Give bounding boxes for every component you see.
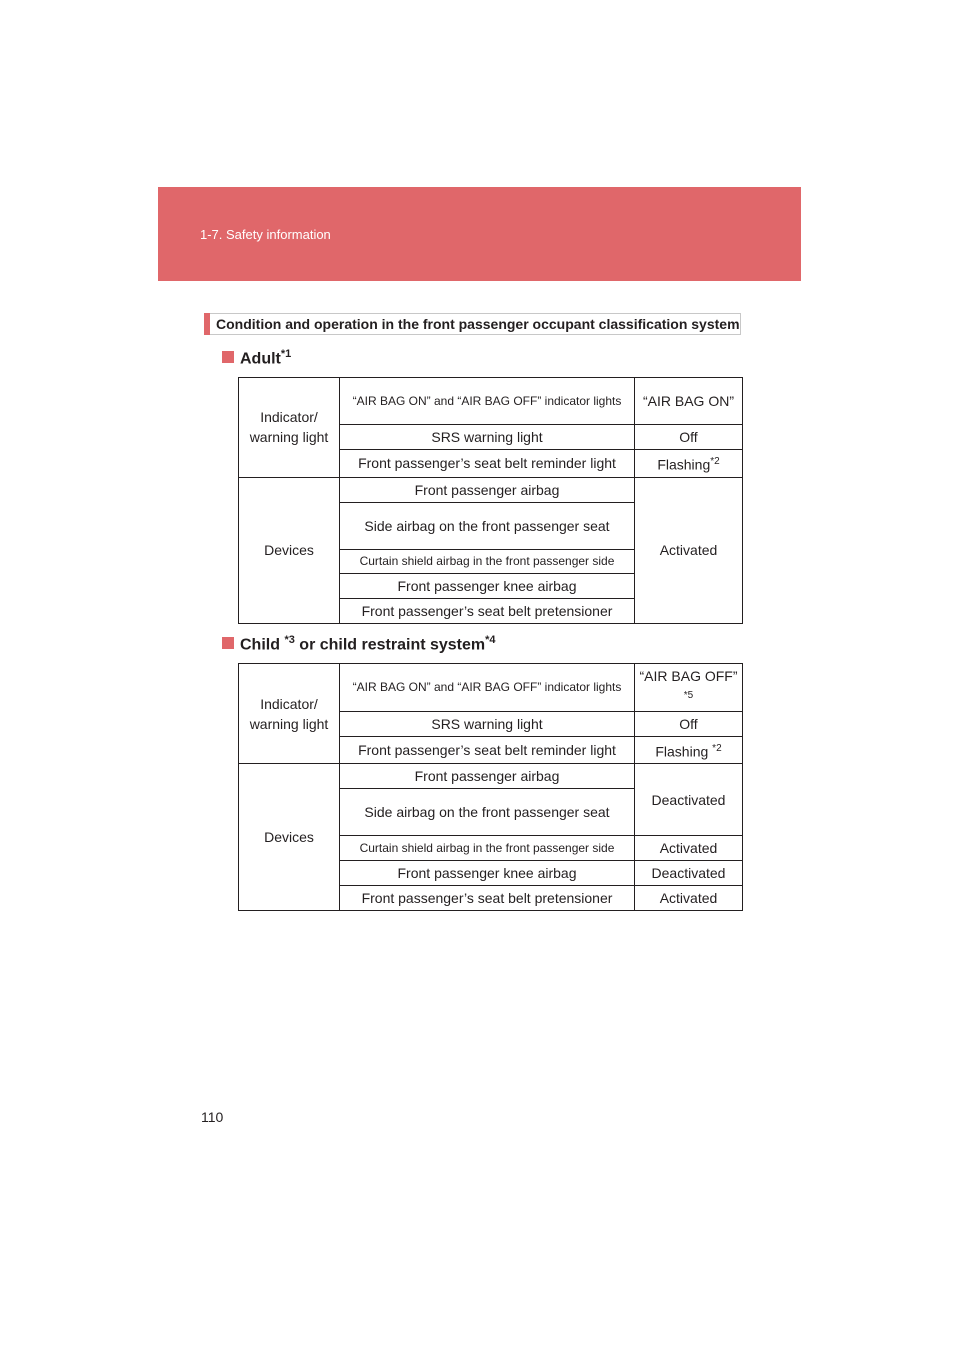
device-value: Activated [635,836,743,861]
device-label: Front passenger knee airbag [340,573,635,598]
footnote-ref: *4 [485,634,496,646]
section-header-band [158,187,801,281]
device-label: Front passenger knee airbag [340,861,635,886]
table-row [239,477,743,502]
table-row [239,378,743,425]
indicator-label: “AIR BAG ON” and “AIR BAG OFF” indicator lights [340,664,635,712]
indicator-value-text: “AIR BAG OFF” [639,668,738,684]
device-label: Side airbag on the front passenger seat [340,789,635,836]
indicator-label: Front passenger’s seat belt reminder light [340,736,635,764]
footnote-ref: *1 [280,348,292,360]
indicator-label: SRS warning light [340,711,635,736]
indicator-value [635,378,743,425]
subheading-accent-bar [204,313,210,335]
case-title-continued: or child restraint system [294,636,486,654]
indicator-value [635,664,743,712]
section-title: 1-7. Safety information [200,227,331,242]
footnote-ref: *3 [284,634,295,646]
adult-table [238,377,743,624]
indicator-value-text: Flashing [655,743,709,760]
device-label: Front passenger’s seat belt pretensioner [340,886,635,911]
device-label: Front passenger airbag [340,477,635,502]
indicator-value: Off [635,425,743,450]
device-label: Front passenger’s seat belt pretensioner [340,598,635,623]
device-value: Activated [635,886,743,911]
table-row [239,664,743,712]
bullet-square-icon [222,637,234,649]
footnote-ref: *2 [712,742,722,754]
case-title: Child [240,636,285,654]
subheading-box [204,313,741,335]
indicator-value [635,736,743,764]
footnote-ref: *2 [710,456,720,467]
case-heading-child [222,634,496,654]
footnote-ref: *5 [683,690,694,701]
device-label: Front passenger airbag [340,764,635,789]
indicator-group-cell: Indicator/ warning light [239,378,340,478]
devices-group-cell: Devices [239,477,340,623]
device-value: Activated [635,477,743,623]
indicator-value-text: “AIR BAG ON” [642,393,734,409]
device-label: Side airbag on the front passenger seat [340,502,635,549]
indicator-value: Off [635,711,743,736]
devices-group-cell: Devices [239,764,340,911]
case-heading-adult [222,348,291,368]
device-label: Curtain shield airbag in the front passenger side [340,836,635,861]
subheading-text: Condition and operation in the front passenger occupant classification system [216,316,740,332]
device-value: Deactivated [635,764,743,836]
indicator-label: “AIR BAG ON” and “AIR BAG OFF” indicator lights [340,378,635,425]
bullet-square-icon [222,351,234,363]
indicator-label: SRS warning light [340,425,635,450]
case-title: Adult [240,350,281,368]
indicator-label: Front passenger’s seat belt reminder light [340,450,635,478]
table-row [239,764,743,789]
child-table [238,663,743,911]
indicator-value [635,450,743,478]
page-number: 110 [201,1109,224,1125]
indicator-value-text: Flashing [657,456,711,473]
device-label: Curtain shield airbag in the front passenger side [340,549,635,573]
device-value: Deactivated [635,861,743,886]
indicator-group-cell: Indicator/ warning light [239,664,340,764]
